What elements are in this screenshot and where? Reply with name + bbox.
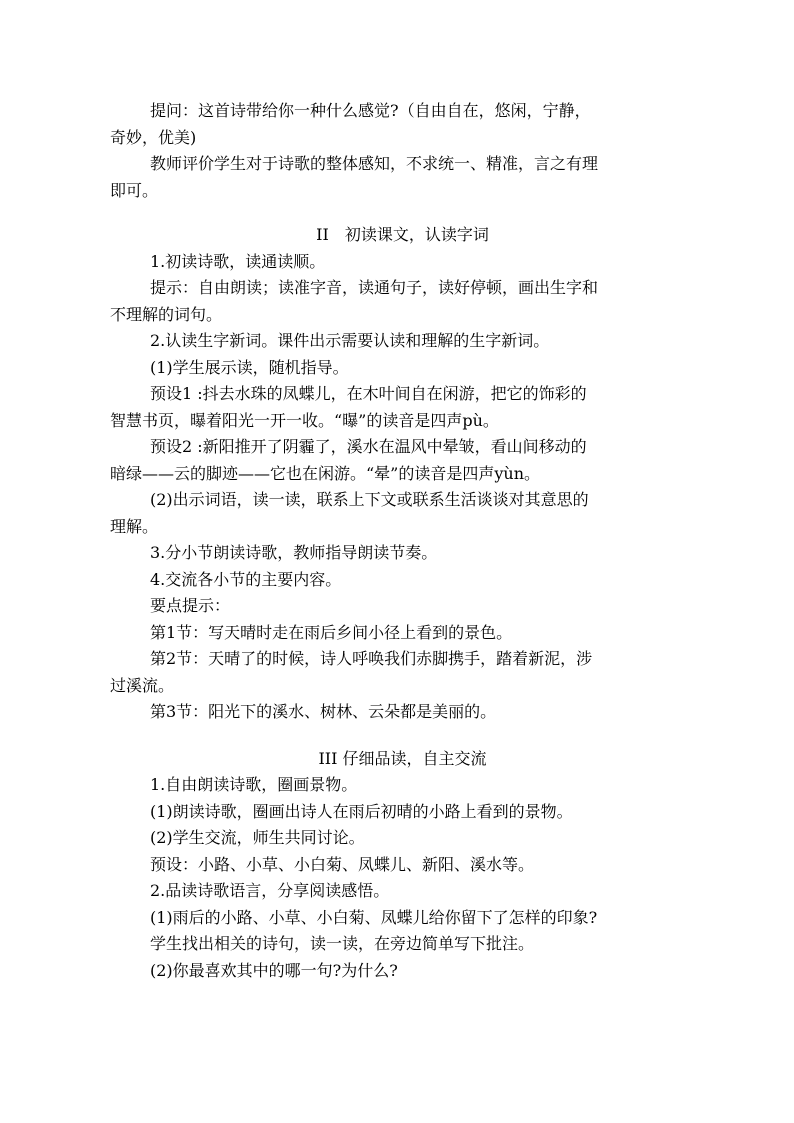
- evaluation-line-1: 教师评价学生对于诗歌的整体感知，不求统一、精准，言之有理: [150, 154, 599, 173]
- paragraph-line: (2)学生交流，师生共同讨论。: [150, 828, 365, 847]
- paragraph-line: (1)学生展示读，随机指导。: [150, 357, 349, 377]
- paragraph-line: 预设1 :抖去水珠的凤蝶儿，在木叶间自在闲游，把它的饰彩的: [150, 384, 587, 403]
- question-line-2: 奇妙，优美): [110, 127, 197, 147]
- paragraph-line: 预设：小路、小草、小白菊、凤蝶儿、新阳、溪水等。: [150, 854, 535, 874]
- paragraph-line: (2)你最喜欢其中的哪一句?为什么?: [150, 960, 398, 980]
- paragraph-line: 第1节：写天晴时走在雨后乡间小径上看到的景色。: [150, 622, 513, 642]
- paragraph-line: 1.初读诗歌，读通读顺。: [150, 251, 326, 271]
- paragraph-line: 2.品读诗歌语言，分享阅读感悟。: [150, 881, 390, 900]
- paragraph-line: (1)朗读诗歌，圈画出诗人在雨后初晴的小路上看到的景物。: [150, 801, 573, 821]
- paragraph-line: 第2节：天晴了的时候，诗人呼唤我们赤脚携手，踏着新泥，涉: [150, 649, 593, 668]
- paragraph-line: 学生找出相关的诗句，读一读，在旁边简单写下批注。: [150, 934, 535, 953]
- paragraph-line: 过溪流。: [110, 675, 175, 695]
- section-3-heading: III 仔细品读，自主交流: [318, 748, 487, 768]
- paragraph-line: 提示：自由朗读；读准字音，读通句子，读好停顿，画出生字和: [150, 278, 599, 297]
- paragraph-line: 不理解的词句。: [110, 304, 223, 324]
- paragraph-line: 3.分小节朗读诗歌，教师指导朗读节奏。: [150, 543, 438, 562]
- paragraph-line: (1)雨后的小路、小草、小白菊、凤蝶儿给你留下了怎样的印象?: [150, 907, 598, 927]
- paragraph-line: 预设2 :新阳推开了阴霾了，溪水在温风中晕皱，看山间移动的: [150, 437, 587, 456]
- paragraph-line: 4.交流各小节的主要内容。: [150, 569, 342, 589]
- paragraph-line: (2)出示词语，读一读，联系上下文或联系生活谈谈对其意思的: [150, 490, 589, 509]
- paragraph-line: 理解。: [110, 516, 159, 536]
- paragraph-line: 2.认读生字新词。课件出示需要认读和理解的生字新词。: [150, 331, 550, 350]
- question-line-1: 提问：这首诗带给你一种什么感觉?（自由自在，悠闲，宁静，: [150, 101, 591, 120]
- paragraph-line: 要点提示：: [150, 596, 231, 615]
- evaluation-line-2: 即可。: [110, 180, 159, 200]
- section-2-heading: II 初读课文，认读字词: [316, 225, 489, 244]
- paragraph-line: 智慧书页，曝着阳光一开一收。“曝”的读音是四声pù。: [110, 410, 499, 430]
- paragraph-line: 1.自由朗读诗歌，圈画景物。: [150, 775, 358, 794]
- paragraph-line: 暗绿——云的脚迹——它也在闲游。“晕”的读音是四声yùn。: [110, 463, 541, 483]
- paragraph-line: 第3节：阳光下的溪水、树林、云朵都是美丽的。: [150, 702, 497, 721]
- document-body: [110, 98, 675, 984]
